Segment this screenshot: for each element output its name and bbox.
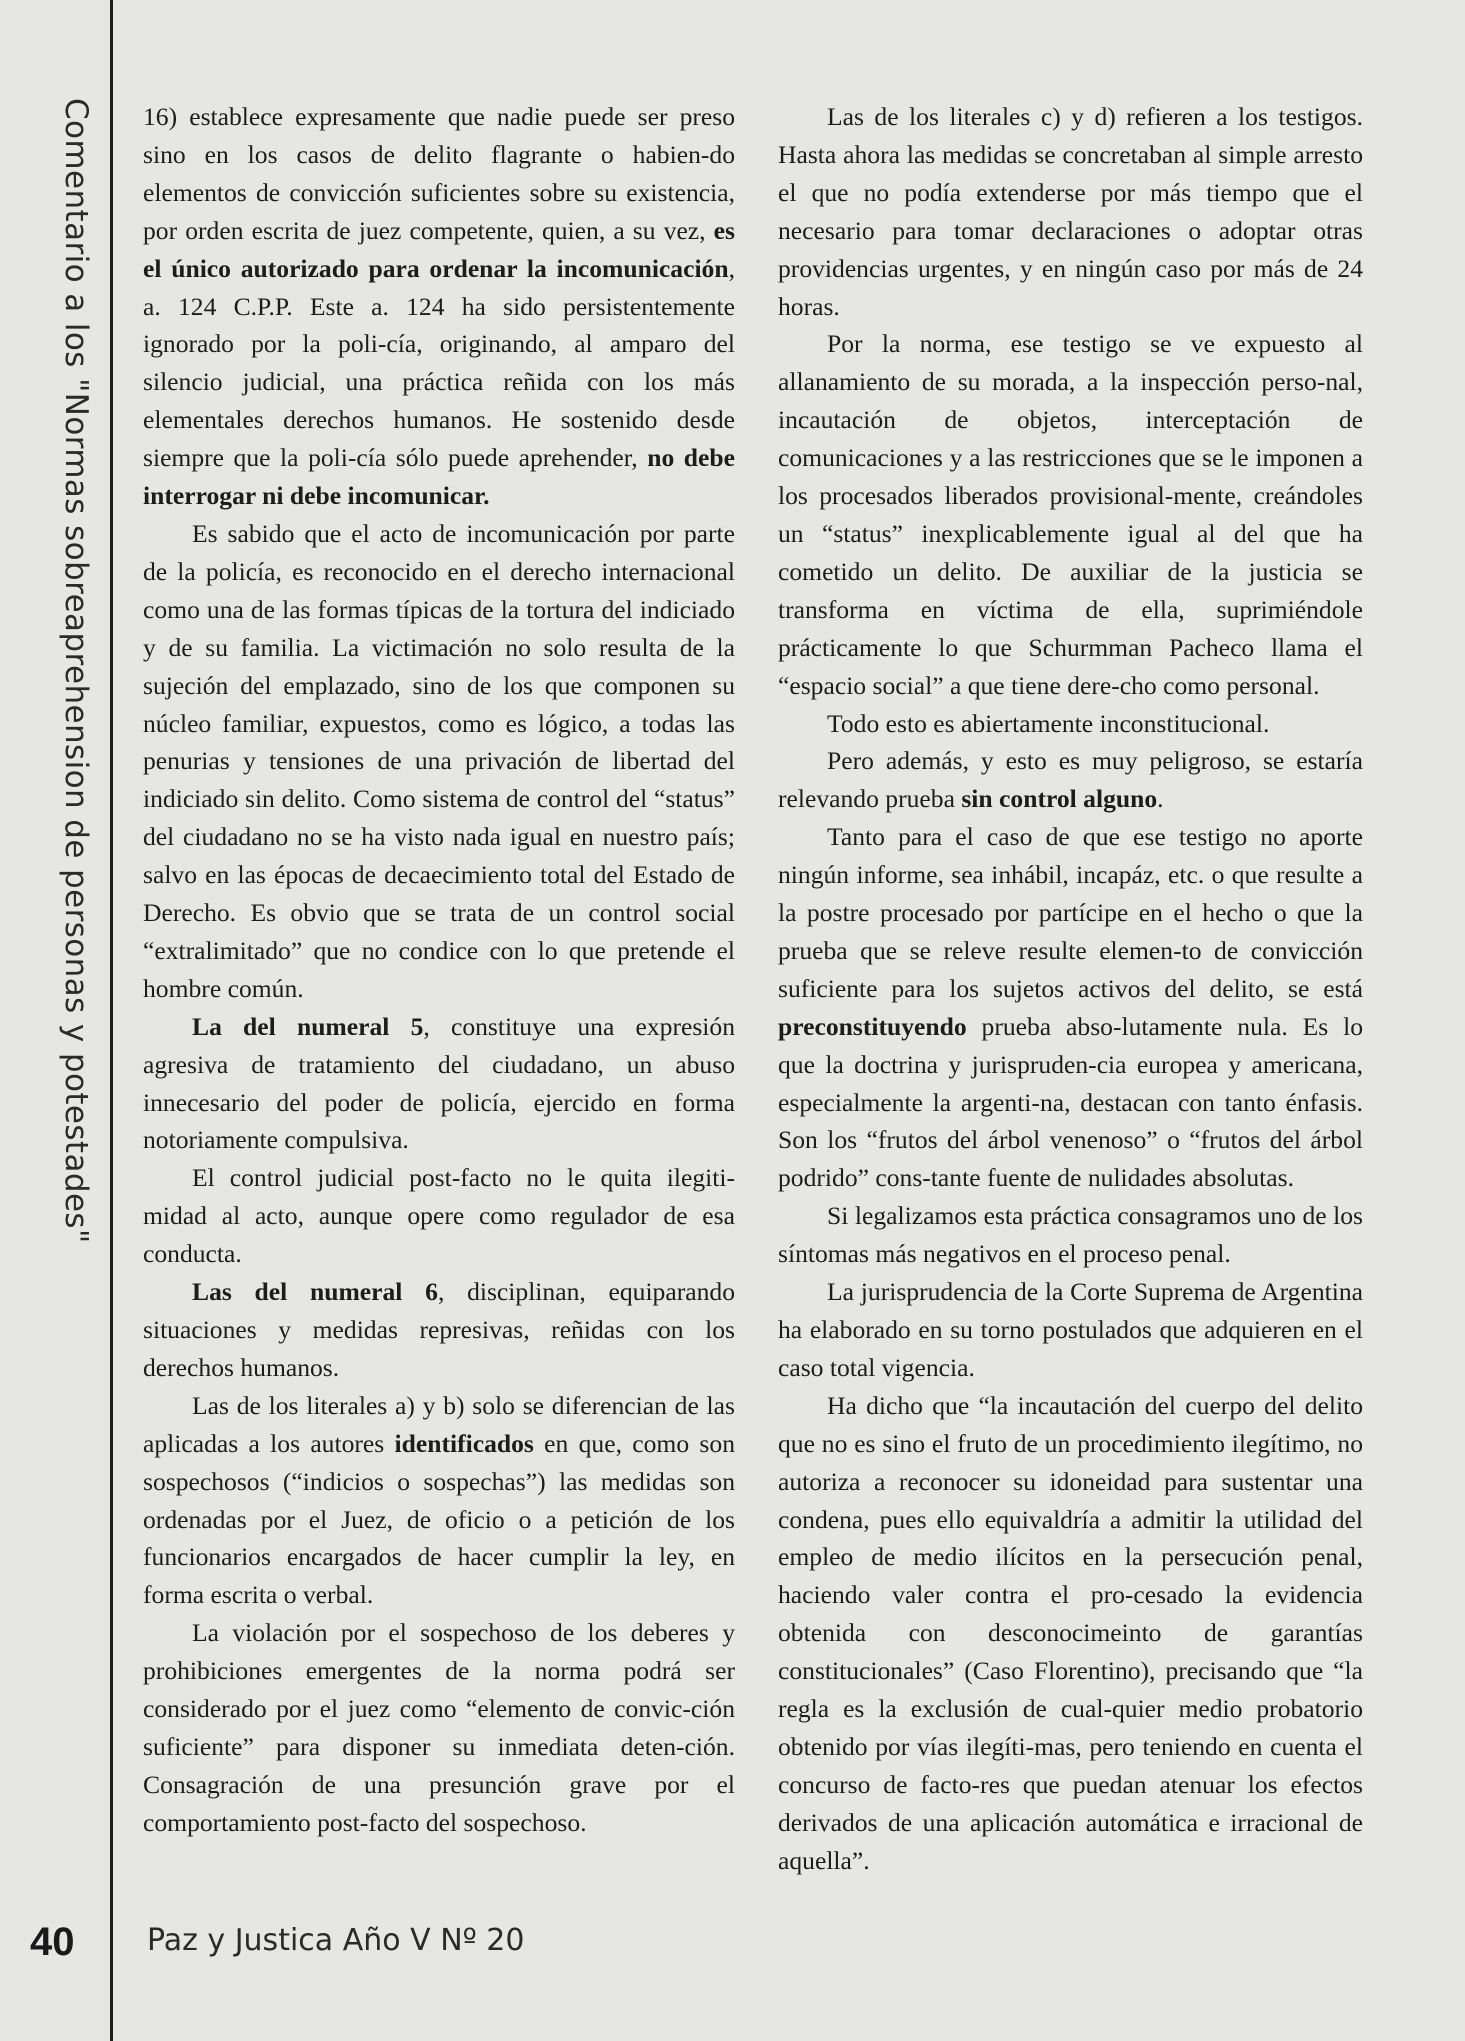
paragraph [143, 1273, 735, 1387]
text-run: Las de los literales c) y d) refieren a los testigos. Hasta ahora las medidas se concretaban al simple arresto el que no podía extenderse por más tiempo que el necesario para tomar declaraciones o adoptar otras providencias urgentes, y en ningún caso por más de 24 horas. [778, 102, 1363, 321]
text-run: Tanto para el caso de que ese testigo no aporte ningún informe, sea inhábil, incapáz, etc. o que resulte a la postre procesado por partícipe en el hecho o que la prueba que se releve resulte elemen-to de convicción suficiente para los sujetos activos del delito, se está [778, 822, 1363, 1003]
bold-text: preconstituyendo [778, 1011, 967, 1041]
paragraph [143, 1159, 735, 1273]
paragraph [778, 325, 1363, 704]
paragraph [778, 1197, 1363, 1273]
text-run: prueba abso-lutamente nula. Es lo que la doctrina y jurispruden-cia europea y americana, especialmente la argenti-na, destacan con tanto énfasis. Son los “frutos del árbol venenoso” o “frutos del árbol podrido” cons-tante fuente de nulidades absolutas. [778, 1011, 1363, 1193]
text-run: , disciplinan, equiparando situaciones y medidas represivas, reñidas con los derechos humanos. [143, 1277, 735, 1382]
paragraph [143, 98, 735, 515]
bold-text: sin control alguno [961, 784, 1158, 814]
text-run: La violación por el sospechoso de los deberes y prohibiciones emergentes de la norma podrá ser considerado por el juez como “elemento de convic-ción suficiente” para disponer su inmediata deten-ción. Consagración de una presunción grave por el comportamiento post-facto del sospechoso. [143, 1618, 735, 1837]
paragraph [143, 1614, 735, 1841]
paragraph [143, 515, 735, 1008]
page-number: 40 [30, 1920, 75, 1964]
left-column [143, 98, 735, 1842]
text-run: 16) establece expresamente que nadie puede ser preso sino en los casos de delito flagrante o habien-do elementos de convicción suficientes sobre su existencia, por orden escrita de juez competente, quien, a su vez, [143, 102, 735, 245]
paragraph [143, 1008, 735, 1160]
bold-text: La del numeral 5 [192, 1011, 424, 1041]
running-head: Comentario a los "Normas sobreaprehension de personas y potestades" [58, 98, 94, 1244]
text-run: en que, como son sospechosos (“indicios o sospechas”) las medidas son ordenadas por el Juez, de oficio o a petición de los funcionarios encargados de hacer cumplir la ley, en forma escrita o verbal. [143, 1428, 735, 1610]
text-run: Todo esto es abiertamente inconstitucional. [827, 708, 1270, 738]
bold-text: Las del numeral 6 [192, 1277, 438, 1307]
text-run: , constituye una expresión agresiva de tratamiento del ciudadano, un abuso innecesario del poder de policía, ejercido en forma notoriamente compulsiva. [143, 1011, 736, 1155]
footer-journal: Paz y Justica Año V Nº 20 [147, 1923, 525, 1958]
bold-text: es el único autorizado para ordenar la incomunicación [143, 215, 735, 283]
text-run: , a. 124 C.P.P. Este a. 124 ha sido persistentemente ignorado por la poli-cía, originando, al amparo del silencio judicial, una práctica reñida con los más elementales derechos humanos. He sostenido desde siempre que la poli-cía sólo puede aprehender, [143, 253, 735, 473]
right-column [778, 98, 1363, 1880]
text-run: Ha dicho que “la incautación del cuerpo del delito que no es sino el fruto de un procedimiento ilegítimo, no autoriza a reconocer su idoneidad para sustentar una condena, pues ello equivaldría a admitir la utilidad del empleo de medio ilícitos en la persecución penal, haciendo valer contra el pro-cesado la evidencia obtenida con desconocimeinto de garantías constitucionales” (Caso Florentino), precisando que “la regla es la exclusión de cual-quier medio probatorio obtenido por vías ilegíti-mas, pero teniendo en cuenta el concurso de facto-res que puedan atenuar los efectos derivados de una aplicación automática e irracional de aquella”. [778, 1390, 1363, 1875]
margin-rule [110, 0, 113, 2041]
text-run: . [1157, 784, 1164, 814]
paragraph [778, 1387, 1363, 1880]
text-run: El control judicial post-facto no le quita ilegiti-midad al acto, aunque opere como regulador de esa conducta. [143, 1163, 735, 1269]
bold-text: identificados [394, 1428, 534, 1458]
text-run: Es sabido que el acto de incomunicación por parte de la policía, es reconocido en el derecho internacional como una de las formas típicas de la tortura del indiciado y de su familia. La victimación no solo resulta de la sujeción del emplazado, sino de los que componen su núcleo familiar, expuestos, como es lógico, a todas las penurias y tensiones de una privación de libertad del indiciado sin delito. Como sistema de control del “status” del ciudadano no se ha visto nada igual en nuestro país; salvo en las épocas de decaecimiento total del Estado de Derecho. Es obvio que se trata de un control social “extralimitado” que no condice con lo que pretende el hombre común. [143, 518, 735, 1003]
paragraph [778, 98, 1363, 325]
text-run: La jurisprudencia de la Corte Suprema de Argentina ha elaborado en su torno postulados que adquieren en el caso total vigencia. [778, 1277, 1363, 1382]
text-run: Las de los literales a) y b) solo se diferencian de las aplicadas a los autores [143, 1390, 735, 1458]
paragraph [778, 742, 1363, 818]
text-run: Pero además, y esto es muy peligroso, se estaría relevando prueba [778, 746, 1363, 814]
paragraph [778, 1273, 1363, 1387]
text-run: Si legalizamos esta práctica consagramos uno de los síntomas más negativos en el proceso penal. [778, 1201, 1363, 1269]
paragraph [778, 705, 1363, 743]
paragraph [778, 818, 1363, 1197]
paragraph [143, 1387, 735, 1614]
bold-text: no debe interrogar ni debe incomunicar. [143, 443, 735, 511]
text-run: Por la norma, ese testigo se ve expuesto al allanamiento de su morada, a la inspección perso-nal, incautación de objetos, interceptación de comunicaciones y a las restricciones que se le imponen a los procesados liberados provisional-mente, creándoles un “status” inexplicablemente igual al del que ha cometido un delito. De auxiliar de la justicia se transforma en víctima de ella, suprimiéndole prácticamente lo que Schurmman Pacheco llama el “espacio social” a que tiene dere-cho como personal. [778, 329, 1363, 700]
